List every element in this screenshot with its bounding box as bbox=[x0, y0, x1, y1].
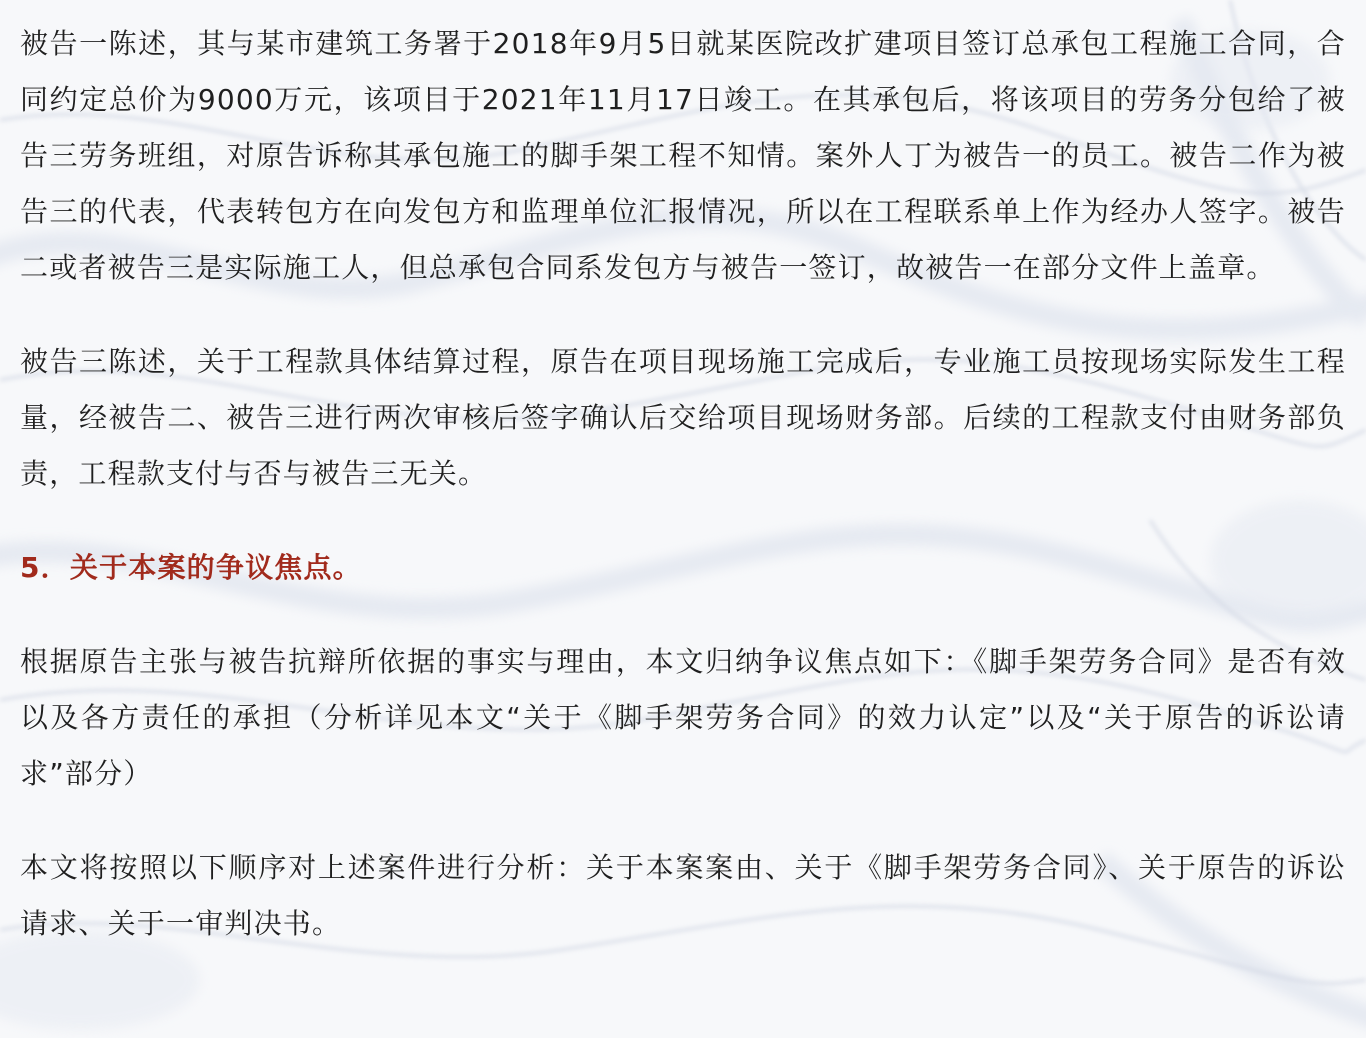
paragraph-dispute-focus: 根据原告主张与被告抗辩所依据的事实与理由，本文归纳争议焦点如下：《脚手架劳务合同》是否有效以及各方责任的承担（分析详见本文“关于《脚手架劳务合同》的效力认定”以及“关于原告的诉讼请求”部分） bbox=[20, 645, 1346, 790]
paragraph-defendant-three-statement: 被告三陈述，关于工程款具体结算过程，原告在项目现场施工完成后，专业施工员按现场实际发生工程量，经被告二、被告三进行两次审核后签字确认后交给项目现场财务部。后续的工程款支付由财务部负责，工程款支付与否与被告三无关。 bbox=[20, 345, 1346, 490]
paragraph-defendant-one-statement: 被告一陈述，其与某市建筑工务署于2018年9月5日就某医院改扩建项目签订总承包工程施工合同，合同约定总价为9000万元，该项目于2021年11月17日竣工。在其承包后，将该项目的劳务分包给了被告三劳务班组，对原告诉称其承包施工的脚手架工程不知情。案外人丁为被告一的员工。被告二作为被告三的代表，代表转包方在向发包方和监理单位汇报情况，所以在工程联系单上作为经办人签字。被告二或者被告三是实际施工人，但总承包合同系发包方与被告一签订，故被告一在部分文件上盖章。 bbox=[20, 27, 1346, 284]
paragraph-analysis-order: 本文将按照以下顺序对上述案件进行分析：关于本案案由、关于《脚手架劳务合同》、关于原告的诉讼请求、关于一审判决书。 bbox=[20, 851, 1346, 940]
section-heading-dispute-focus: 5．关于本案的争议焦点。 bbox=[20, 551, 362, 584]
